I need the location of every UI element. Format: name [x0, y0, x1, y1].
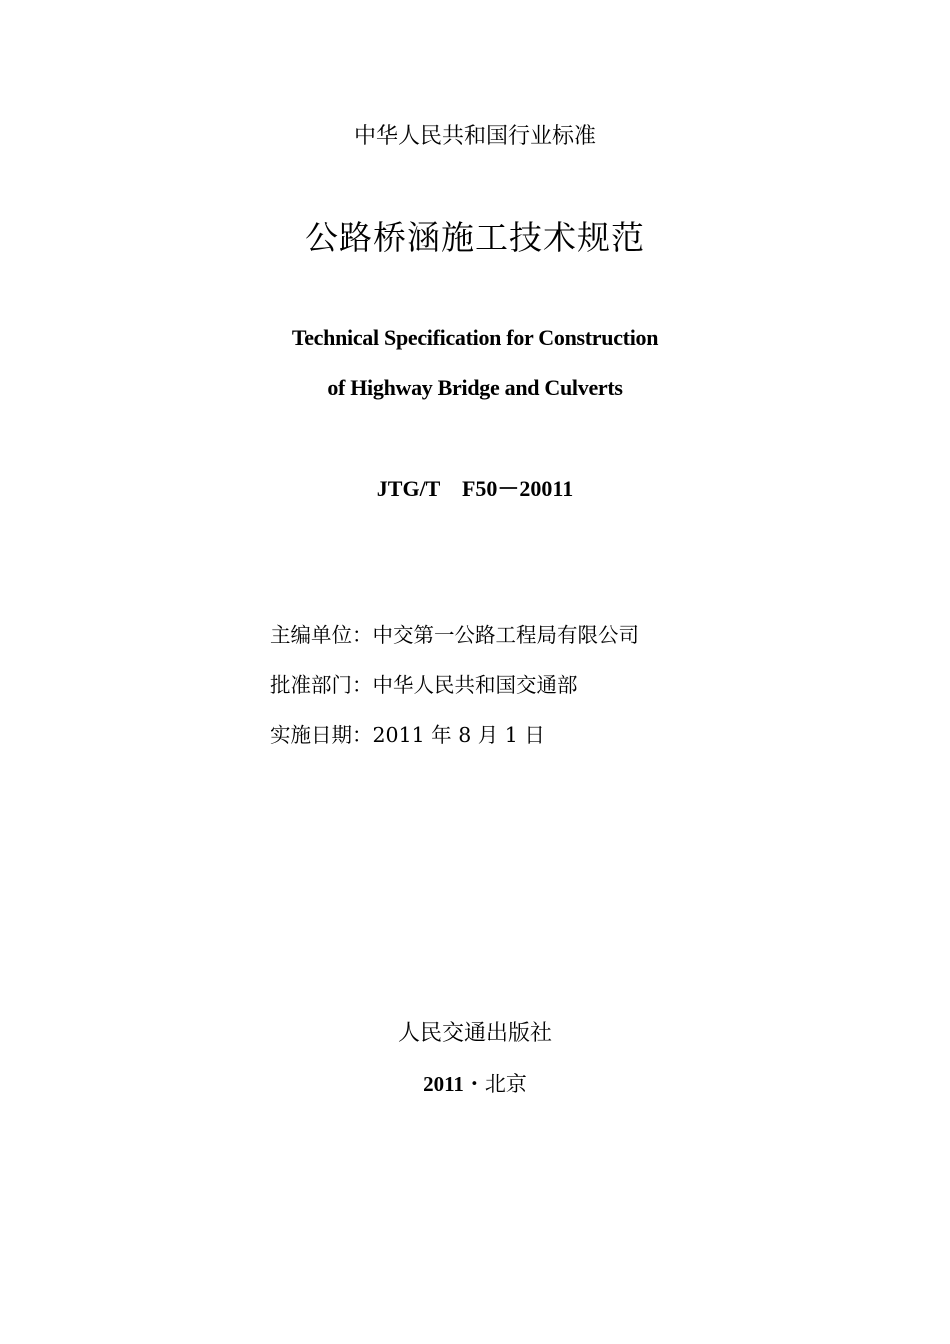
publication-year: 2011 [423, 1072, 464, 1096]
standard-code-gap [440, 476, 462, 501]
title-chinese: 公路桥涵施工技术规范 [305, 218, 645, 257]
standard-category: 中华人民共和国行业标准 [353, 124, 596, 149]
publication-city: 北京 [484, 1072, 527, 1096]
effective-date: 实施日期：2011 年 8 月 1 日 [270, 723, 545, 747]
publication-place-year [0, 1069, 950, 1099]
approving-department: 批准部门：中华人民共和国交通部 [270, 673, 578, 697]
editor-unit: 主编单位：中交第一公路工程局有限公司 [270, 623, 639, 647]
standard-code [0, 474, 950, 504]
standard-code-prefix: JTG/T [376, 476, 440, 501]
info-block [270, 620, 830, 770]
standard-code-number: F50－20011 [461, 476, 574, 501]
title-english-line1: Technical Specification for Construction [291, 325, 659, 350]
title-english-line2: of Highway Bridge and Culverts [327, 375, 623, 400]
publisher: 人民交通出版社 [397, 1021, 552, 1046]
publication-separator: ・ [463, 1072, 485, 1096]
